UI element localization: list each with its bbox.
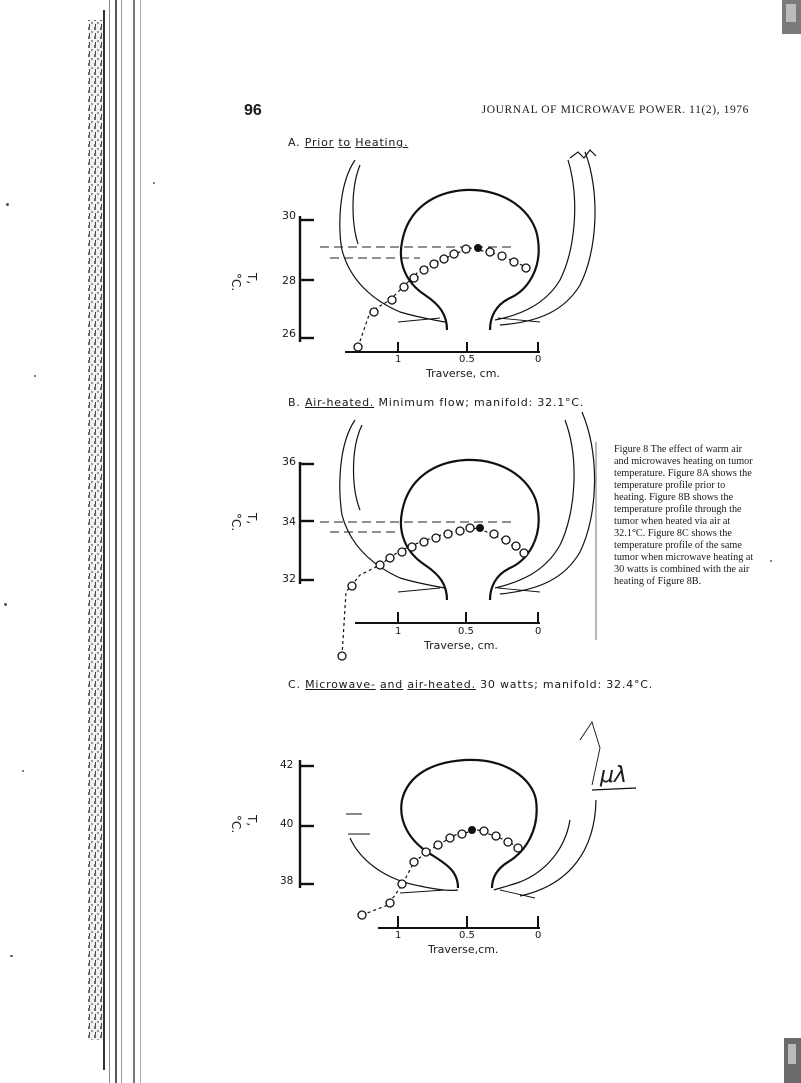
panel-a-label: A. <box>288 136 301 149</box>
x-tick-label: 0 <box>535 354 542 365</box>
panel-c-title-word: 32.4°C. <box>606 678 654 691</box>
y-tick-label: 32 <box>282 572 296 585</box>
skin-fold-right-outer <box>520 800 596 896</box>
y-axis-label-unit: °C. <box>229 815 243 834</box>
profile-point <box>458 830 466 838</box>
y-tick-label: 36 <box>282 455 296 468</box>
panel-c-title-word: and <box>379 678 404 691</box>
profile-point <box>422 848 430 856</box>
y-tick-label: 40 <box>280 818 294 830</box>
panel-a-title-word: to <box>338 136 351 149</box>
profile-point <box>480 827 488 835</box>
profile-point <box>514 844 522 852</box>
running-head: JOURNAL OF MICROWAVE POWER. 11(2), 1976 <box>481 104 749 116</box>
profile-point <box>398 880 406 888</box>
x-tick-label: 0.5 <box>458 626 474 637</box>
y-axis-label-unit: °C. <box>229 273 243 292</box>
profile-point <box>504 838 512 846</box>
panel-c-title-word: air-heated. <box>407 678 476 691</box>
y-axis-label-symbol: T, <box>245 273 259 285</box>
profile-point <box>492 832 500 840</box>
x-tick-label: 0.5 <box>459 930 475 941</box>
figure-caption-text: Figure 8 The effect of warm air and microwaves heating on tumor temperature. Figure 8A shows the temperature profile prior to heating. Figure 8B shows the temperature profile through the tumor when heated via air at 32.1°C. Figure 8C shows the temperature profile of the same tumor when microwave heating at 30 watts is combined with the air heating of Figure 8B. <box>614 444 754 588</box>
y-tick-label: 28 <box>282 274 296 287</box>
x-axis-label: Traverse,cm. <box>428 943 499 956</box>
y-axis-label-unit: °C. <box>229 513 243 532</box>
y-tick-label: 34 <box>282 515 296 528</box>
y-tick-label: 42 <box>280 759 294 771</box>
x-tick-label: 0 <box>535 626 542 637</box>
handwritten-annotation: μλ <box>600 763 628 788</box>
skin-fold-right-upper <box>580 722 600 785</box>
panel-c-title-word: manifold: <box>542 678 602 691</box>
tumor-outline <box>401 760 536 888</box>
profile-point-filled <box>468 826 476 834</box>
page-number: 96 <box>244 102 262 119</box>
x-tick-label: 1 <box>395 626 402 637</box>
x-tick-label: 0 <box>535 930 542 941</box>
profile-point <box>386 899 394 907</box>
panel-b-title-word: manifold: <box>474 396 534 409</box>
y-tick-label: 38 <box>280 875 294 887</box>
panel-c-title-word: watts; <box>500 678 539 691</box>
panel-a-title-word: Heating. <box>355 136 409 149</box>
y-axis-label-symbol: T, <box>245 513 259 525</box>
panel-c-title-word: Microwave- <box>305 678 376 691</box>
panel-c-title-word: 30 <box>480 678 496 691</box>
panel-b-label: B. <box>288 396 301 409</box>
profile-point <box>446 834 454 842</box>
y-tick-label: 30 <box>282 209 296 222</box>
y-axis-label-symbol: T, <box>245 815 259 827</box>
x-tick-label: 1 <box>395 354 402 365</box>
panel-b-title-word: 32.1°C. <box>537 396 585 409</box>
profile-point <box>410 858 418 866</box>
x-tick-label: 1 <box>395 930 402 941</box>
panel-b-title-word: flow; <box>439 396 470 409</box>
profile-point <box>358 911 366 919</box>
panel-a-title-word: Prior <box>304 136 335 149</box>
x-tick-label: 0.5 <box>459 354 475 365</box>
y-tick-label: 26 <box>282 327 296 340</box>
panel-c-label: C. <box>288 678 301 691</box>
panel-b-title-word: Air-heated. <box>304 396 375 409</box>
panel-b-title-word: Minimum <box>378 396 436 409</box>
handwritten-annotation-underline <box>592 788 636 790</box>
skin-fold-left-edge <box>346 814 370 834</box>
x-axis-label: Traverse, cm. <box>426 367 500 380</box>
profile-point <box>434 841 442 849</box>
base-line <box>400 890 535 898</box>
x-axis-label: Traverse, cm. <box>424 639 498 652</box>
